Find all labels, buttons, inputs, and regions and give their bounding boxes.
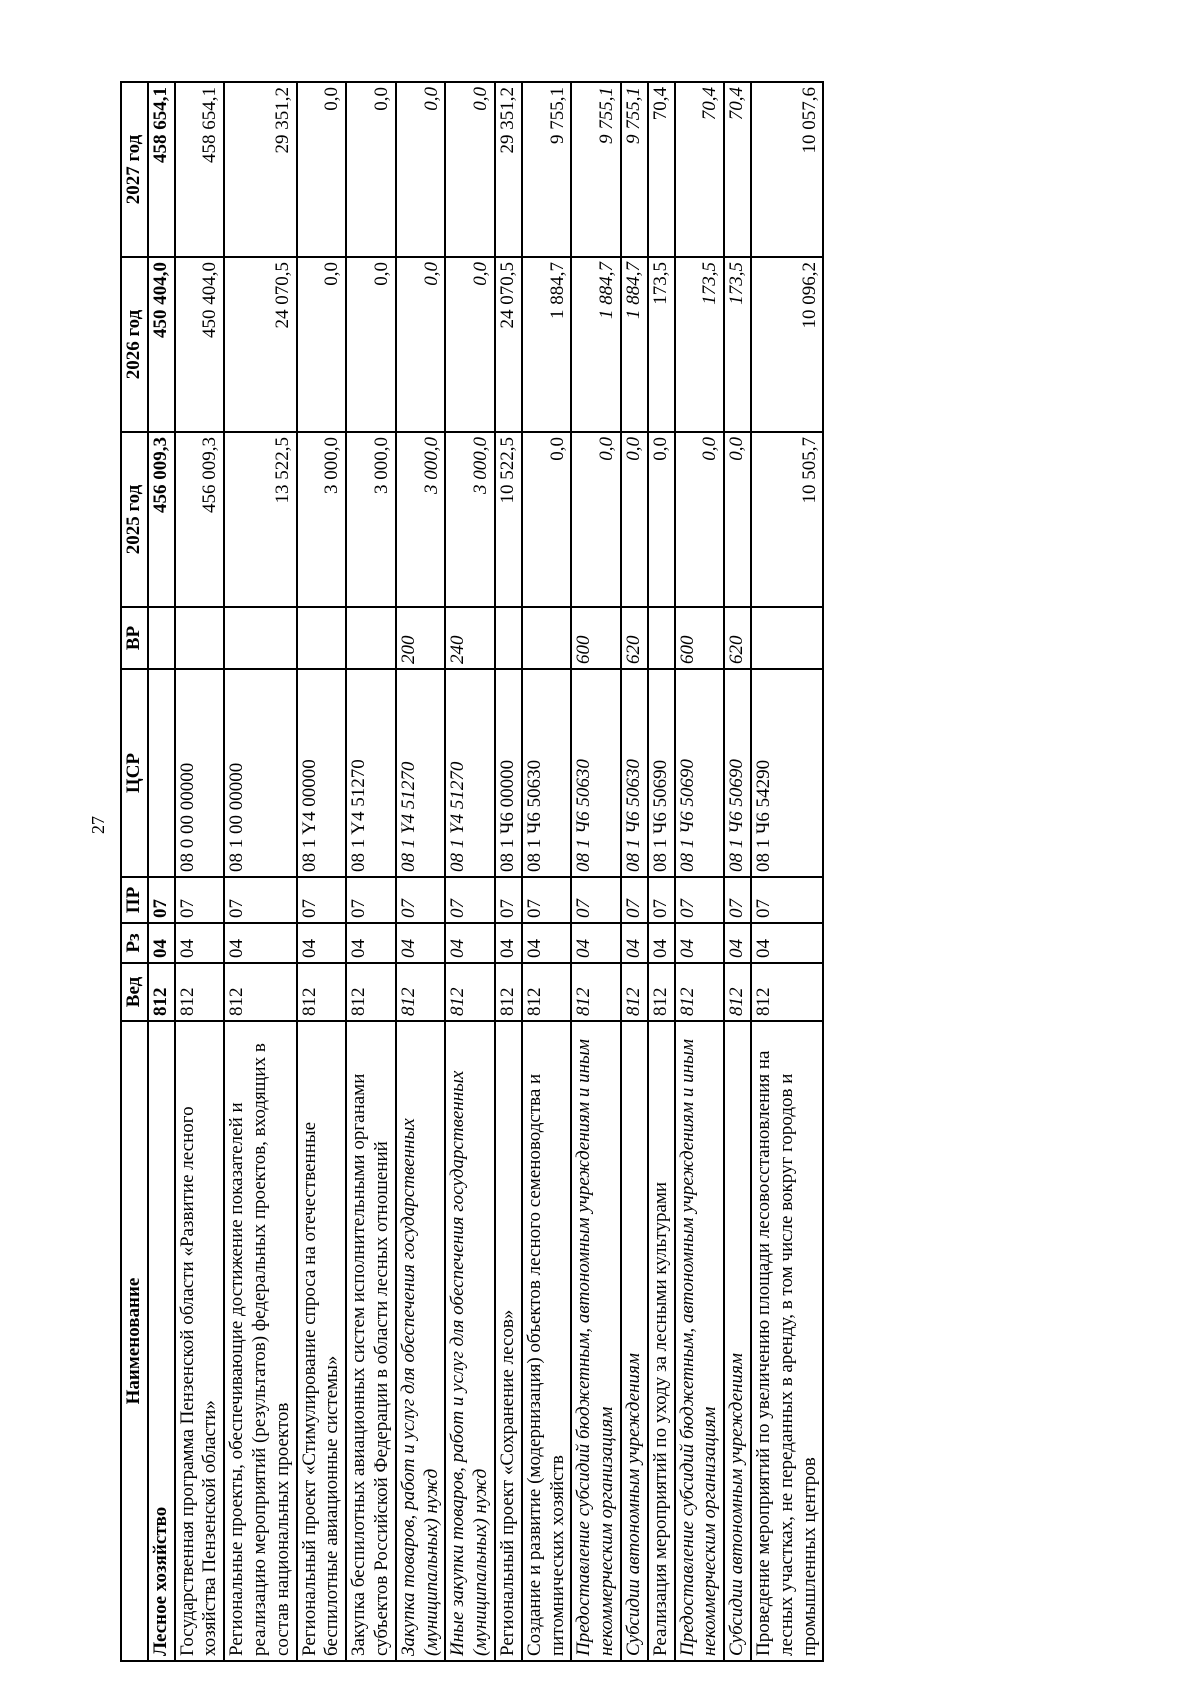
cell-name: Региональные проекты, обеспечивающие достижение показателей и реализацию мероприятий (результатов) федеральных проектов, входящих в состав национальных проектов — [224, 1021, 296, 1661]
table-row — [346, 82, 396, 1661]
cell-name: Региональный проект «Стимулирование спроса на отечественные беспилотные авиационные системы» — [297, 1021, 347, 1661]
cell-2026: 24 070,5 — [224, 257, 296, 432]
cell-rz: 04 — [571, 923, 621, 963]
header-2026: 2026 год — [121, 257, 148, 432]
budget-table — [120, 81, 824, 1662]
cell-ved: 812 — [148, 963, 175, 1021]
cell-pr: 07 — [396, 877, 446, 923]
cell-2025: 456 009,3 — [148, 432, 175, 607]
cell-vr — [495, 607, 522, 669]
cell-vr — [648, 607, 675, 669]
header-pr: ПР — [121, 877, 148, 923]
cell-2026: 0,0 — [346, 257, 396, 432]
page-number: 27 — [88, 816, 108, 834]
cell-pr: 07 — [648, 877, 675, 923]
header-name: Наименование — [121, 1021, 148, 1661]
cell-2027: 70,4 — [724, 82, 751, 257]
cell-csr: 08 1 Ч6 50630 — [571, 669, 621, 877]
header-2027: 2027 год — [121, 82, 148, 257]
cell-2026: 173,5 — [724, 257, 751, 432]
header-ved: Вед — [121, 963, 148, 1021]
cell-name: Закупка товаров, работ и услуг для обеспечения государственных (муниципальных) нужд — [396, 1021, 446, 1661]
cell-ved: 812 — [346, 963, 396, 1021]
cell-2026: 1 884,7 — [621, 257, 648, 432]
table-row — [445, 82, 495, 1661]
table-row — [148, 82, 175, 1661]
cell-name: Реализация мероприятий по уходу за лесными культурами — [648, 1021, 675, 1661]
cell-2026: 10 096,2 — [751, 257, 823, 432]
table-row — [675, 82, 725, 1661]
table-row — [495, 82, 522, 1661]
cell-2026: 450 404,0 — [175, 257, 225, 432]
table-row — [621, 82, 648, 1661]
cell-2026: 173,5 — [675, 257, 725, 432]
cell-name: Создание и развитие (модернизация) объектов лесного семеноводства и питомнических хозяйств — [522, 1021, 572, 1661]
cell-rz: 04 — [675, 923, 725, 963]
cell-ved: 812 — [445, 963, 495, 1021]
cell-ved: 812 — [621, 963, 648, 1021]
cell-2025: 10 505,7 — [751, 432, 823, 607]
cell-name: Лесное хозяйство — [148, 1021, 175, 1661]
cell-csr: 08 1 Ч6 54290 — [751, 669, 823, 877]
cell-csr: 08 0 00 00000 — [175, 669, 225, 877]
cell-pr: 07 — [175, 877, 225, 923]
cell-2025: 3 000,0 — [445, 432, 495, 607]
cell-rz: 04 — [495, 923, 522, 963]
cell-2027: 458 654,1 — [148, 82, 175, 257]
table-body — [148, 82, 824, 1661]
cell-csr: 08 1 00 00000 — [224, 669, 296, 877]
cell-2025: 3 000,0 — [346, 432, 396, 607]
cell-csr: 08 1 Ч6 50690 — [648, 669, 675, 877]
cell-2025: 0,0 — [724, 432, 751, 607]
header-rz: Рз — [121, 923, 148, 963]
cell-name: Проведение мероприятий по увеличению площади лесовосстановления на лесных участках, не переданных в аренду, в том числе вокруг городов и промышленных центров — [751, 1021, 823, 1661]
cell-vr — [224, 607, 296, 669]
table-row — [571, 82, 621, 1661]
cell-name: Иные закупки товаров, работ и услуг для обеспечения государственных (муниципальных) нужд — [445, 1021, 495, 1661]
header-2025: 2025 год — [121, 432, 148, 607]
cell-csr: 08 1 Ч6 50690 — [675, 669, 725, 877]
cell-2027: 0,0 — [445, 82, 495, 257]
cell-2026: 24 070,5 — [495, 257, 522, 432]
cell-rz: 04 — [346, 923, 396, 963]
table-row — [396, 82, 446, 1661]
cell-rz: 04 — [148, 923, 175, 963]
cell-2026: 0,0 — [445, 257, 495, 432]
cell-vr: 600 — [675, 607, 725, 669]
cell-csr — [148, 669, 175, 877]
cell-2026: 0,0 — [396, 257, 446, 432]
cell-rz: 04 — [224, 923, 296, 963]
table-row — [751, 82, 823, 1661]
cell-vr: 620 — [621, 607, 648, 669]
cell-pr: 07 — [571, 877, 621, 923]
table-row — [648, 82, 675, 1661]
cell-pr: 07 — [621, 877, 648, 923]
cell-ved: 812 — [675, 963, 725, 1021]
cell-ved: 812 — [175, 963, 225, 1021]
cell-name: Субсидии автономным учреждениям — [621, 1021, 648, 1661]
cell-ved: 812 — [495, 963, 522, 1021]
cell-2027: 70,4 — [648, 82, 675, 257]
table-row — [175, 82, 225, 1661]
cell-ved: 812 — [648, 963, 675, 1021]
header-vr: ВР — [121, 607, 148, 669]
cell-vr: 200 — [396, 607, 446, 669]
cell-pr: 07 — [224, 877, 296, 923]
cell-2025: 13 522,5 — [224, 432, 296, 607]
cell-pr: 07 — [148, 877, 175, 923]
header-row — [121, 82, 148, 1661]
table-row — [224, 82, 296, 1661]
cell-csr: 08 1 Y4 51270 — [445, 669, 495, 877]
cell-2025: 456 009,3 — [175, 432, 225, 607]
cell-pr: 07 — [724, 877, 751, 923]
cell-rz: 04 — [445, 923, 495, 963]
cell-csr: 08 1 Y4 51270 — [346, 669, 396, 877]
cell-2027: 29 351,2 — [495, 82, 522, 257]
cell-2027: 70,4 — [675, 82, 725, 257]
cell-ved: 812 — [724, 963, 751, 1021]
cell-2026: 1 884,7 — [571, 257, 621, 432]
cell-2025: 0,0 — [522, 432, 572, 607]
cell-vr: 600 — [571, 607, 621, 669]
cell-2025: 0,0 — [648, 432, 675, 607]
cell-2026: 450 404,0 — [148, 257, 175, 432]
cell-2026: 173,5 — [648, 257, 675, 432]
cell-rz: 04 — [724, 923, 751, 963]
cell-ved: 812 — [396, 963, 446, 1021]
cell-name: Государственная программа Пензенской области «Развитие лесного хозяйства Пензенской области» — [175, 1021, 225, 1661]
cell-csr: 08 1 Ч6 50630 — [621, 669, 648, 877]
cell-pr: 07 — [751, 877, 823, 923]
cell-2027: 29 351,2 — [224, 82, 296, 257]
cell-ved: 812 — [571, 963, 621, 1021]
cell-vr — [175, 607, 225, 669]
cell-2027: 0,0 — [346, 82, 396, 257]
cell-2026: 1 884,7 — [522, 257, 572, 432]
cell-name: Предоставление субсидий бюджетным, автономным учреждениям и иным некоммерческим организациям — [571, 1021, 621, 1661]
cell-pr: 07 — [675, 877, 725, 923]
cell-pr: 07 — [522, 877, 572, 923]
cell-ved: 812 — [522, 963, 572, 1021]
cell-vr — [751, 607, 823, 669]
table-row — [297, 82, 347, 1661]
cell-2027: 9 755,1 — [522, 82, 572, 257]
cell-rz: 04 — [751, 923, 823, 963]
cell-csr: 08 1 Ч6 00000 — [495, 669, 522, 877]
cell-2027: 9 755,1 — [571, 82, 621, 257]
cell-2025: 10 522,5 — [495, 432, 522, 607]
cell-name: Субсидии автономным учреждениям — [724, 1021, 751, 1661]
cell-vr — [346, 607, 396, 669]
cell-ved: 812 — [297, 963, 347, 1021]
cell-rz: 04 — [396, 923, 446, 963]
cell-csr: 08 1 Ч6 50630 — [522, 669, 572, 877]
cell-name: Предоставление субсидий бюджетным, автономным учреждениям и иным некоммерческим организациям — [675, 1021, 725, 1661]
cell-2025: 0,0 — [621, 432, 648, 607]
cell-2027: 0,0 — [396, 82, 446, 257]
cell-pr: 07 — [297, 877, 347, 923]
cell-rz: 04 — [297, 923, 347, 963]
cell-csr: 08 1 Y4 51270 — [396, 669, 446, 877]
cell-rz: 04 — [648, 923, 675, 963]
cell-csr: 08 1 Ч6 50690 — [724, 669, 751, 877]
cell-2025: 3 000,0 — [396, 432, 446, 607]
cell-pr: 07 — [445, 877, 495, 923]
cell-2027: 10 057,6 — [751, 82, 823, 257]
cell-rz: 04 — [522, 923, 572, 963]
cell-vr — [297, 607, 347, 669]
cell-2026: 0,0 — [297, 257, 347, 432]
cell-ved: 812 — [224, 963, 296, 1021]
cell-rz: 04 — [175, 923, 225, 963]
cell-ved: 812 — [751, 963, 823, 1021]
table-row — [724, 82, 751, 1661]
cell-2027: 9 755,1 — [621, 82, 648, 257]
table-row — [522, 82, 572, 1661]
cell-vr: 620 — [724, 607, 751, 669]
cell-name: Региональный проект «Сохранение лесов» — [495, 1021, 522, 1661]
cell-name: Закупка беспилотных авиационных систем исполнительными органами субъектов Российской Федерации в области лесных отношений — [346, 1021, 396, 1661]
cell-2027: 458 654,1 — [175, 82, 225, 257]
cell-2025: 3 000,0 — [297, 432, 347, 607]
header-csr: ЦСР — [121, 669, 148, 877]
cell-vr — [522, 607, 572, 669]
cell-rz: 04 — [621, 923, 648, 963]
cell-2025: 0,0 — [571, 432, 621, 607]
cell-2027: 0,0 — [297, 82, 347, 257]
cell-vr — [148, 607, 175, 669]
cell-vr: 240 — [445, 607, 495, 669]
cell-csr: 08 1 Y4 00000 — [297, 669, 347, 877]
cell-2025: 0,0 — [675, 432, 725, 607]
rotated-table-container — [120, 82, 1090, 1662]
cell-pr: 07 — [495, 877, 522, 923]
cell-pr: 07 — [346, 877, 396, 923]
